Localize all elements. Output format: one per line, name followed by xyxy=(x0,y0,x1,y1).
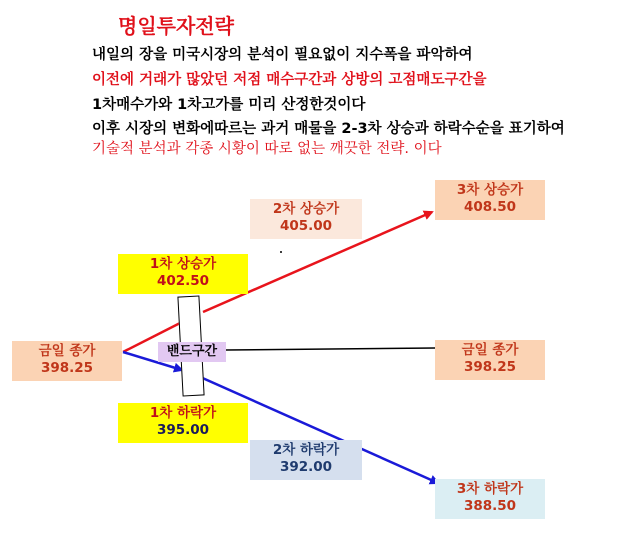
fall-3-value: 388.50 xyxy=(463,498,517,514)
fall-2-value: 392.00 xyxy=(279,459,333,475)
page-title: 명일투자전략 xyxy=(118,14,234,38)
today-close-left-box xyxy=(12,341,122,381)
rise-2-box xyxy=(250,199,362,239)
description-line-3: 1차매수가와 1차고가를 미리 산정한것이다 xyxy=(92,97,366,113)
rise-3-box xyxy=(435,180,545,220)
description-line-5: 기술적 분석과 각종 시황이 따로 없는 깨끗한 전략. 이다 xyxy=(92,141,442,157)
today-close-left-value: 398.25 xyxy=(40,360,94,376)
today-close-right-label: 금일 종가 xyxy=(461,342,519,358)
description-line-4: 이후 시장의 변화에따르는 과거 매물을 2-3차 상승과 하락수순을 표기하여 xyxy=(92,121,565,137)
fall-1-label: 1차 하락가 xyxy=(149,405,217,421)
stray-dot xyxy=(280,251,282,253)
band-label: 밴드구간 xyxy=(158,342,226,362)
rise-1-box xyxy=(118,254,248,294)
rise-3-value: 408.50 xyxy=(463,199,517,215)
fall-1-box xyxy=(118,403,248,443)
description-line-1: 내일의 장을 미국시장의 분석이 필요없이 지수폭을 파악하여 xyxy=(92,47,473,63)
today-close-right-value: 398.25 xyxy=(463,359,517,375)
rise-1-label: 1차 상승가 xyxy=(149,256,217,272)
fall-2-label: 2차 하락가 xyxy=(272,442,340,458)
rise-2-value: 405.00 xyxy=(279,218,333,234)
today-close-left-label: 금일 종가 xyxy=(38,343,96,359)
today-close-right-box xyxy=(435,340,545,380)
rise-1-value: 402.50 xyxy=(156,273,210,289)
description-line-2: 이전에 거래가 많았던 저점 매수구간과 상방의 고점매도구간을 xyxy=(92,72,487,88)
rise-3-label: 3차 상승가 xyxy=(456,182,524,198)
fall-3-box xyxy=(435,479,545,519)
rise-2-label: 2차 상승가 xyxy=(272,201,340,217)
flat-close-line xyxy=(226,348,435,350)
fall-2-box xyxy=(250,440,362,480)
fall-1-value: 395.00 xyxy=(156,422,210,438)
fall-3-label: 3차 하락가 xyxy=(456,481,524,497)
